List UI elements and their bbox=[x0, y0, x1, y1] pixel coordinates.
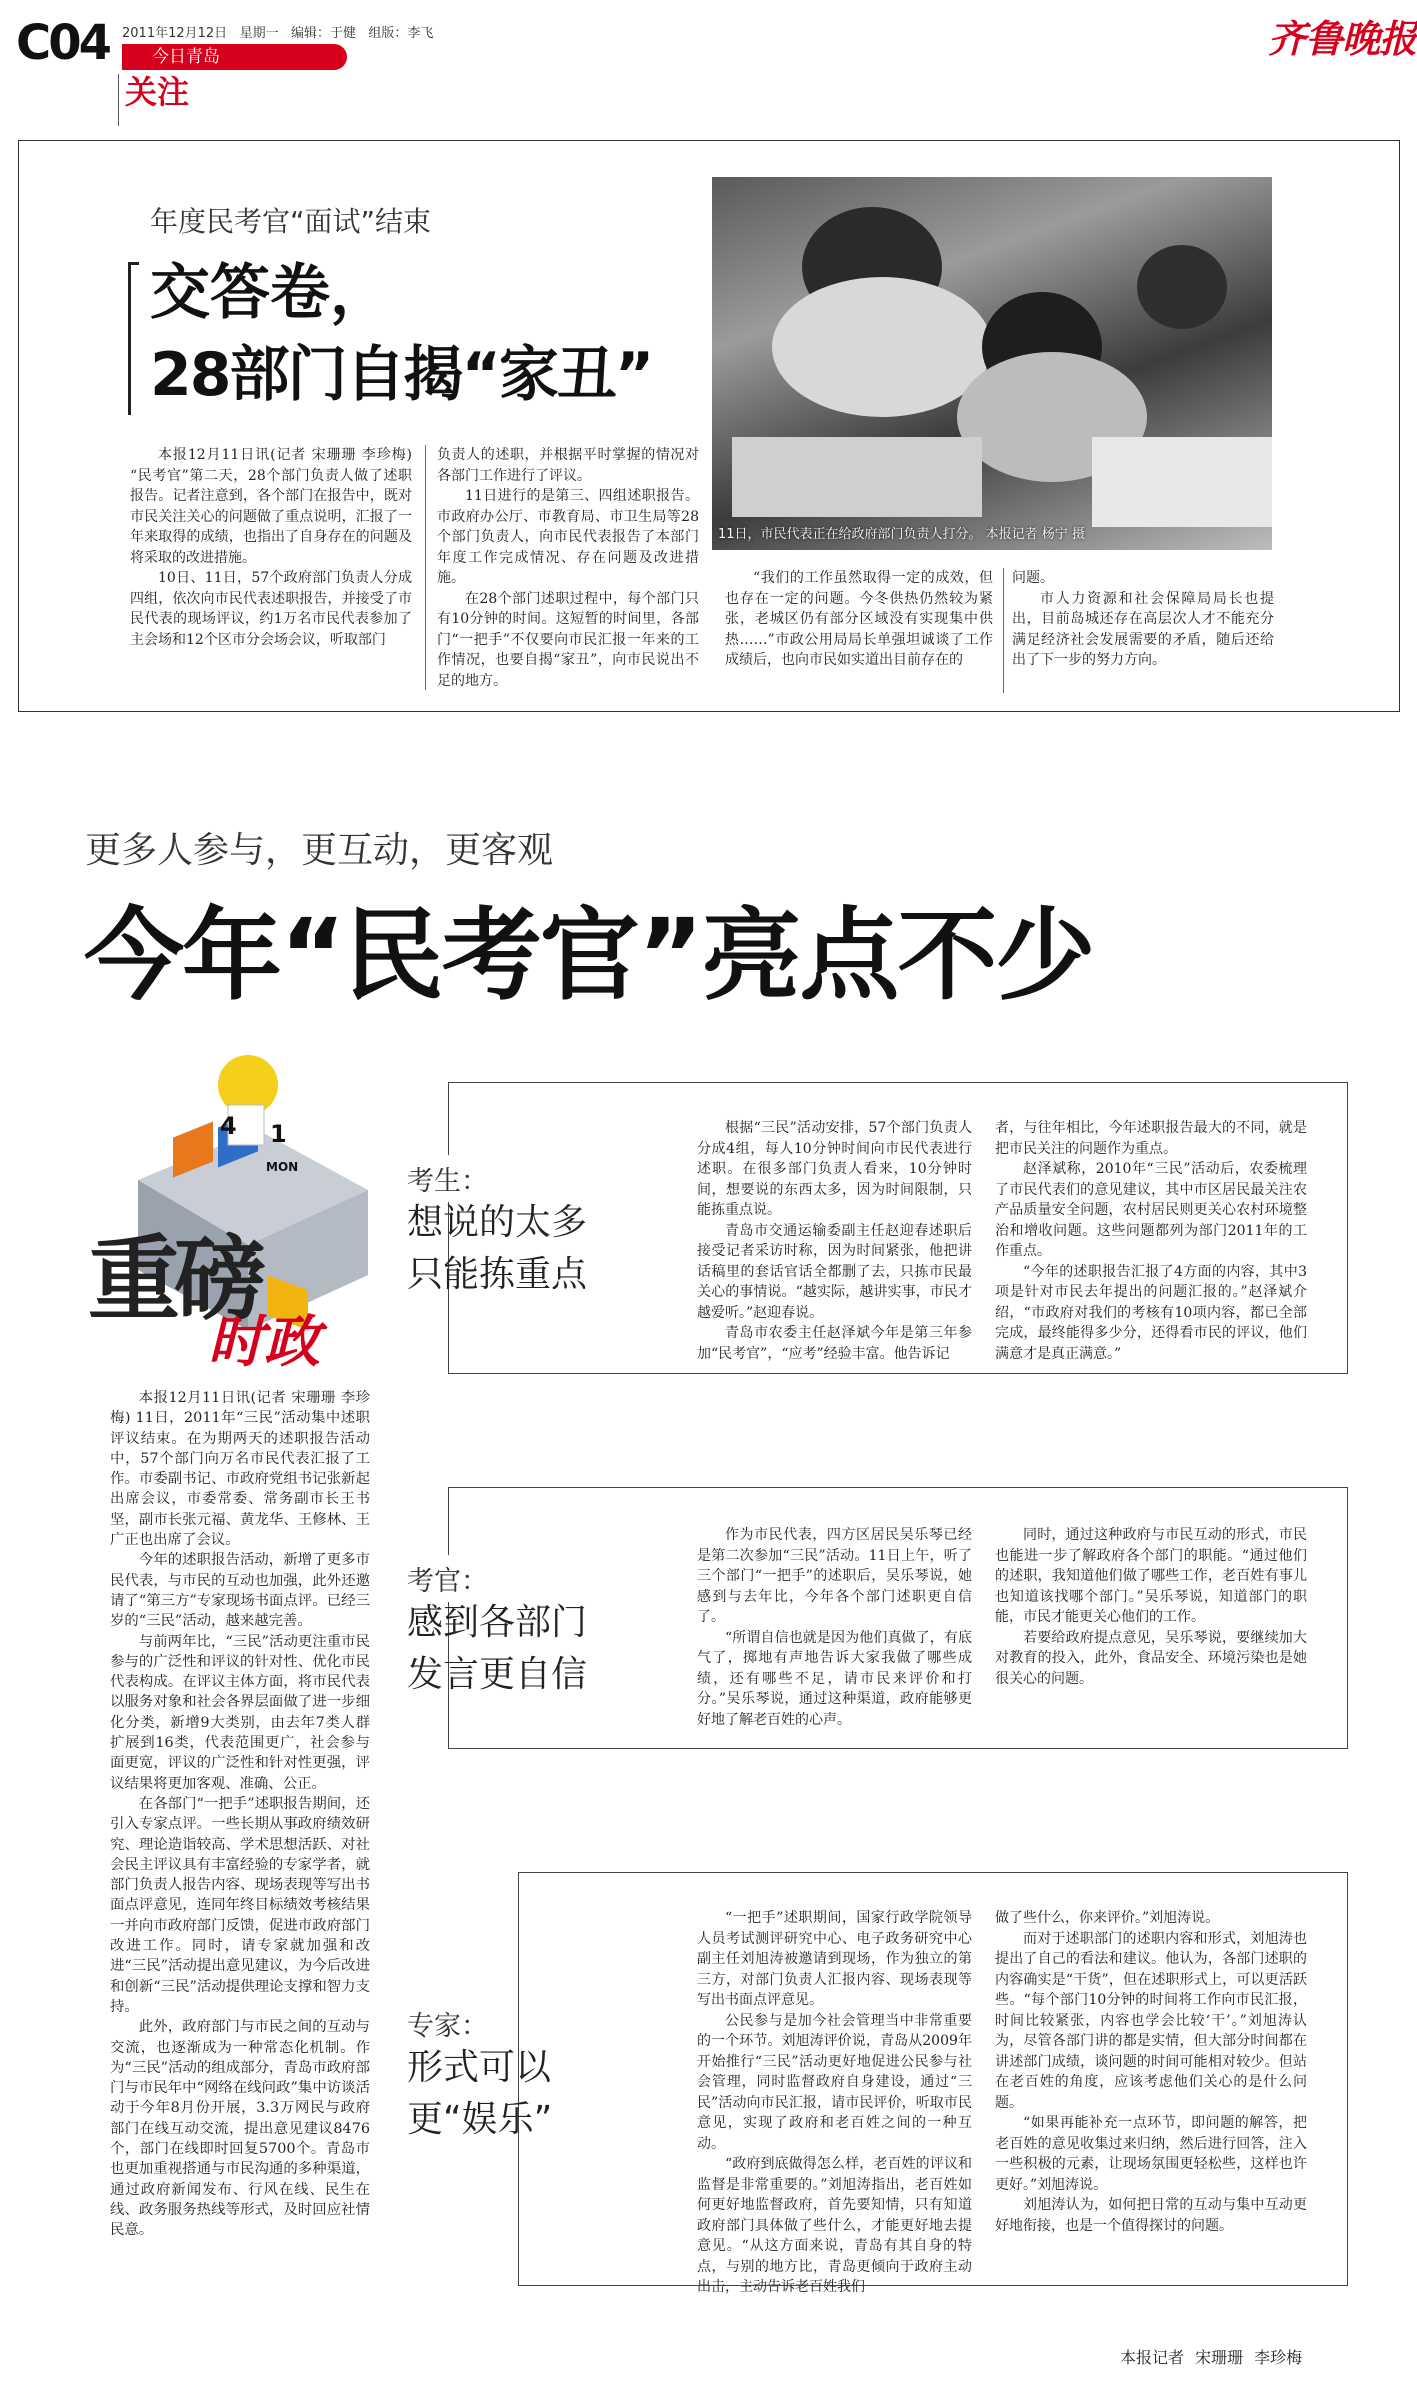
article2-headline: 今年“民考官”亮点不少 bbox=[84, 897, 1094, 1014]
paragraph: 此外，政府部门与市民之间的互动与交流，也逐渐成为一种常态化机制。作为“三民”活动的组成部分，青岛市政府部门与市民年中“网络在线问政”集中访谈活动于今年8月份开展，3.3万网民与政府部门在线互动交流，提出意见建议8476个，部门在线即时回复5700个。青岛市也更加重视搭通与市民沟通的多种渠道，通过政府新闻发布、行风在线、民生在线、政务服务热线等形式，及时回应社情民意。 bbox=[110, 2019, 370, 2239]
news-photo bbox=[712, 177, 1272, 550]
paragraph: 青岛市交通运输委副主任赵迎春述职后接受记者采访时称，因为时间紧张，他把讲话稿里的套话官话全都删了去，只拣市民最关心的事情说。“越实际，越讲实事，市民才越爱听。”赵迎春说。 bbox=[697, 1222, 972, 1321]
cube-label: 4 bbox=[220, 1112, 237, 1140]
paragraph: 刘旭涛认为，如何把日常的互动与集中互动更好地衔接，也是一个值得探讨的问题。 bbox=[995, 2197, 1307, 2234]
paragraph: 今年的述职报告活动，新增了更多市民代表，与市民的互动也加强，此外还邀请了“第三方”专家现场书面点评。已经三岁的“三民”活动，越来越完善。 bbox=[110, 1552, 370, 1630]
paragraph: 11日进行的是第三、四组述职报告。市政府办公厅、市教育局、市卫生局等28个部门负责人，向市民代表报告了本部门年度工作完成情况、存在问题及改进措施。 bbox=[437, 488, 699, 586]
paragraph: 负责人的述职，并根据平时掌握的情况对各部门工作进行了评议。 bbox=[437, 447, 699, 484]
section-title-line1: 形式可以 bbox=[407, 2047, 552, 2088]
article1-title-line2: 28部门自揭“家丑” bbox=[150, 340, 653, 410]
paragraph: “今年的述职报告汇报了4方面的内容，其中3项是针对市民去年提出的问题汇报的。”赵泽斌介绍，“市政府对我们的考核有10项内容，都已全部完成，最终能得多少分，还得看市民的评议，他们满意才是真正满意。” bbox=[995, 1263, 1307, 1362]
paragraph: 10日、11日，57个政府部门负责人分成四组，依次向市民代表述职报告，并接受了市民代表的现场评议，约1万名市民代表参加了主会场和12个区市分会场会议，听取部门 bbox=[130, 570, 412, 648]
section-title: 关注 bbox=[125, 73, 190, 111]
section-role: 考生： bbox=[407, 1155, 488, 1202]
title-bracket bbox=[128, 262, 139, 415]
paragraph: “一把手”述职期间，国家行政学院领导人员考试测评研究中心、电子政务研究中心副主任刘旭涛被邀请到现场，作为独立的第三方，对部门负责人汇报内容、现场表现等写出书面点评意见。 bbox=[697, 1910, 972, 2008]
article2-kicker: 更多人参与，更互动，更客观 bbox=[85, 830, 554, 871]
paragraph: 者，与往年相比，今年述职报告最大的不同，就是把市民关注的问题作为重点。 bbox=[995, 1120, 1307, 1157]
article1-col-3 bbox=[725, 568, 993, 671]
cube-label: MON bbox=[266, 1160, 299, 1174]
paragraph: “我们的工作虽然取得一定的成效，但也存在一定的问题。今冬供热仍然较为紧张，老城区仍有部分区域没有实现集中供热……”市政公用局局长单强坦诚谈了工作成绩后，也向市民如实道出目前存在的 bbox=[725, 570, 993, 668]
section-title-line2: 只能拣重点 bbox=[407, 1254, 588, 1295]
paragraph: 公民参与是加今社会管理当中非常重要的一个环节。刘旭涛评价说，青岛从2009年开始推行“三民”活动更好地促进公民参与社会管理，同时监督政府自身建设，通过“三民”活动向市民汇报，请市民评价，听取市民意见，实现了政府和老百姓之间的一种互动。 bbox=[697, 2012, 972, 2152]
section-title-line2: 发言更自信 bbox=[407, 1654, 588, 1695]
paragraph: 在各部门“一把手”述职报告期间，还引入专家点评。一些长期从事政府绩效研究、理论造诣较高、学术思想活跃、对社会民主评议具有丰富经验的专家学者，就部门负责人报告内容、现场表现等写出书面点评意见，连同年终目标绩效考核结果一并向市政府部门反馈，促进市政府部门改进工作。同时，请专家就加强和改进“三民”活动提出意见建议，为今后改进和创新“三民”活动提供理论支撑和智力支持。 bbox=[110, 1795, 370, 2015]
issue-editor: 编辑：于健 bbox=[291, 26, 357, 41]
section-role: 专家： bbox=[407, 2000, 488, 2047]
column-divider bbox=[1003, 568, 1004, 693]
section-col-a bbox=[697, 1908, 972, 2298]
section-title-line1: 感到各部门 bbox=[407, 1602, 588, 1643]
paragraph: 而对于述职部门的述职内容和形式，刘旭涛也提出了自己的看法和建议。他认为，各部门述职的内容确实是“干货”，但在述职形式上，可以更活跃些。“每个部门10分钟的时间将工作向市民汇报，时间比较紧张，内容也学会比较‘干’。”刘旭涛认为，尽管各部门讲的都是实情，但大部分时间都在讲述部门成绩，谈问题的时间可能相对较少。但站在老百姓的角度，应该考虑他们关心的是什么问题。 bbox=[995, 1930, 1307, 2111]
paragraph: 做了些什么，你来评价。”刘旭涛说。 bbox=[995, 1910, 1220, 1926]
paragraph: 问题。 bbox=[1012, 570, 1054, 586]
column-divider bbox=[425, 445, 426, 690]
masthead-logo: 齐鲁晚报 bbox=[1268, 16, 1417, 61]
section-col-b bbox=[995, 1908, 1307, 2236]
paragraph: 赵泽斌称，2010年“三民”活动后，农委梳理了市民代表们的意见建议，其中市区居民最关注农产品质量安全问题，农村居民则更关心农村环境整治和增收问题。这些问题都列为部门2011年的工作重点。 bbox=[995, 1161, 1307, 1259]
logo-text-1: 重磅 bbox=[88, 1226, 261, 1333]
photo-illustration bbox=[712, 177, 1272, 550]
page-number: C04 bbox=[16, 15, 110, 71]
paragraph: “政府到底做得怎么样，老百姓的评议和监督是非常重要的。”刘旭涛指出，老百姓如何更好地监督政府，首先要知情，只有知道政府部门具体做了些什么，才能更好地去提意见。“从这方面来说，青岛有其自身的特点，与别的地方比，青岛更倾向于政府主动出击，主动告诉老百姓我们 bbox=[697, 2156, 972, 2295]
paragraph: 本报12月11日讯(记者 宋珊珊 李珍梅) 11日，2011年“三民”活动集中述职评议结束。在为期两天的述职报告活动中，57个部门向万名市民代表汇报了工作。市委副书记、市政府党组书记张新起出席会议，市委常委、常务副市长王书坚，副市长张元福、黄龙华、王修林、王广正也出席了会议。 bbox=[110, 1390, 370, 1549]
article2-left-col bbox=[110, 1388, 370, 2240]
section-role: 考官： bbox=[407, 1555, 488, 1602]
article1-title-line1: 交答卷， bbox=[150, 258, 390, 328]
section-col-a bbox=[697, 1525, 972, 1730]
paragraph: “如果再能补充一点环节，即问题的解答，把老百姓的意见收集过来归纳，然后进行回答，注入一些积极的元素，让现场氛围更轻松些，这样也许更好。”刘旭涛说。 bbox=[995, 2115, 1307, 2193]
issue-layout: 组版：李飞 bbox=[368, 26, 434, 41]
issue-info bbox=[122, 22, 433, 41]
paragraph: 与前两年比，“三民”活动更注重市民参与的广泛性和评议的针对性、优化市民代表构成。在评议主体方面，将市民代表以服务对象和社会各界层面做了进一步细化分类，新增9大类别，由去年7类人群扩展到16类，代表范围更广，社会参与面更宽，评议的广泛性和针对性更强，评议结果将更加客观、准确、公正。 bbox=[110, 1633, 370, 1792]
section-col-b bbox=[995, 1525, 1307, 1689]
article1-col-2 bbox=[437, 445, 699, 691]
section-col-b bbox=[995, 1118, 1307, 1364]
paragraph: 若要给政府提点意见，吴乐琴说，要继续加大对教育的投入，此外，食品安全、环境污染也是她很关心的问题。 bbox=[995, 1629, 1307, 1687]
logo-text-2: 时政 bbox=[208, 1309, 320, 1375]
paragraph: 本报12月11日讯(记者 宋珊珊 李珍梅) “民考官”第二天，28个部门负责人做了述职报告。记者注意到，各个部门在报告中，既对市民关注关心的问题做了重点说明，汇报了一年来取得的成绩，也指出了自身存在的问题及将采取的改进措施。 bbox=[130, 447, 412, 566]
paragraph: 青岛市农委主任赵泽斌今年是第三年参加“民考官”，“应考”经验丰富。他告诉记 bbox=[697, 1325, 972, 1362]
section-col-a bbox=[697, 1118, 972, 1364]
section-title-line2: 更“娱乐” bbox=[407, 2099, 553, 2140]
cube-label: 1 bbox=[270, 1120, 287, 1148]
article1-kicker: 年度民考官“面试”结束 bbox=[150, 205, 432, 238]
byline: 本报记者 宋珊珊 李珍梅 bbox=[1120, 2348, 1303, 2367]
section-title-line1: 想说的太多 bbox=[407, 1202, 588, 1243]
paragraph: 同时，通过这种政府与市民互动的形式，市民也能进一步了解政府各个部门的职能。“通过他们的述职，我知道他们做了哪些工作，老百姓有事儿也知道该找哪个部门。”吴乐琴说，知道部门的职能，市民才能更关心他们的工作。 bbox=[995, 1527, 1307, 1625]
paragraph: “所谓自信也就是因为他们真做了，有底气了，掷地有声地告诉大家我做了哪些成绩，还有哪些不足，请市民来评价和打分。”吴乐琴说，通过这种渠道，政府能够更好地了解老百姓的心声。 bbox=[697, 1629, 972, 1728]
politics-logo bbox=[88, 1020, 388, 1385]
paragraph: 作为市民代表，四方区居民吴乐琴已经是第二次参加“三民”活动。11日上午，听了三个部门“一把手”的述职后，吴乐琴说，她感到与去年比，今年各个部门述职更自信了。 bbox=[697, 1527, 972, 1625]
article1-col-4 bbox=[1012, 568, 1274, 671]
paragraph: 根据“三民”活动安排，57个部门负责人分成4组，每人10分钟时间向市民代表进行述职。在很多部门负责人看来，10分钟时间，想要说的东西太多，因为时间限制，只能拣重点说。 bbox=[697, 1120, 972, 1218]
article1-col-1 bbox=[130, 445, 412, 650]
photo-caption: 11日，市民代表正在给政府部门负责人打分。 本报记者 杨宁 摄 bbox=[718, 527, 1085, 542]
issue-date: 2011年12月12日 bbox=[122, 26, 228, 41]
section-tag: 今日青岛 bbox=[122, 44, 347, 70]
paragraph: 在28个部门述职过程中，每个部门只有10分钟的时间。这短暂的时间里，各部门“一把手”不仅要向市民汇报一年来的工作情况，也要自揭“家丑”，向市民说出不足的地方。 bbox=[437, 590, 699, 689]
header-rule bbox=[118, 74, 119, 126]
issue-weekday: 星期一 bbox=[239, 26, 279, 41]
paragraph: 市人力资源和社会保障局局长也提出，目前岛城还存在高层次人才不能充分满足经济社会发展需要的矛盾，随后还给出了下一步的努力方向。 bbox=[1012, 590, 1274, 668]
